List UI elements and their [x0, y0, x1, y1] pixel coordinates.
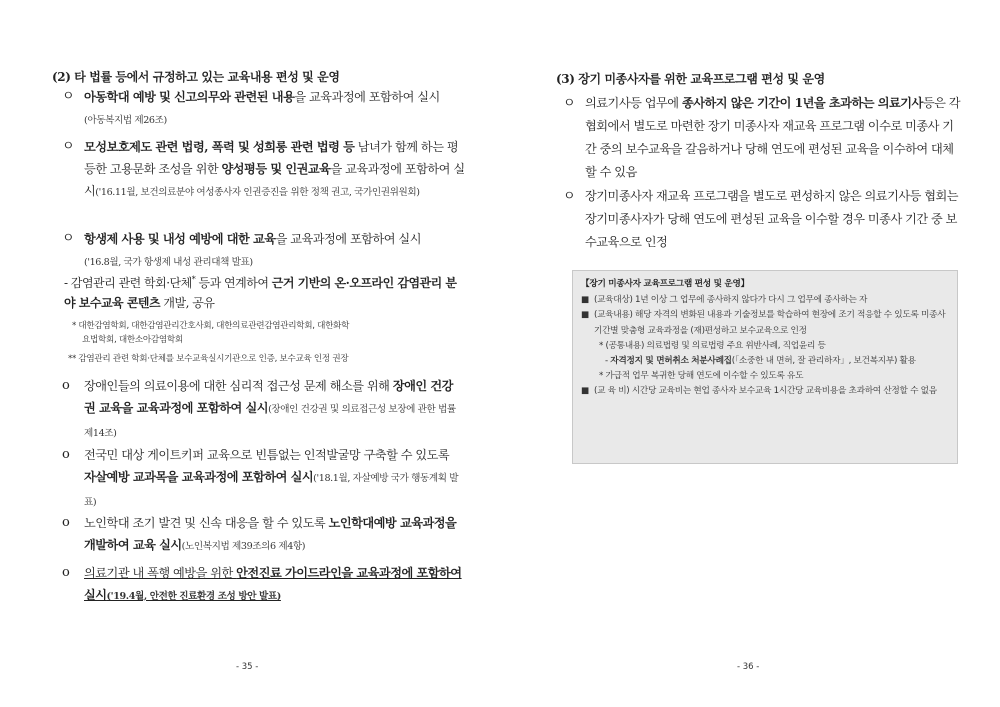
- footnote-1-cont: 요법학회, 대한소아감염학회: [82, 335, 183, 345]
- page-number: - 35 -: [236, 662, 259, 672]
- section-heading-3: (3) 장기 미종사자를 위한 교육프로그램 편성 및 운영: [556, 72, 825, 86]
- square-bullet-icon: ■: [581, 386, 589, 397]
- citation: ('16.11월, 보건의료분야 여성종사자 인권증진을 위한 정책 권고, 국가인권위원회): [95, 187, 420, 198]
- bullet: o: [62, 515, 70, 530]
- list-item-disabled-health: o 장애인들의 의료이용에 대한 심리적 접근성 문제 해소를 위해 장애인 건강권 교육을 교육과정에 포함하여 실시(장애인 건강권 및 의료접근성 보장에 관한 법률 제14조): [62, 375, 462, 445]
- bullet: ㅇ: [563, 189, 576, 204]
- footnote-1: * 대한감염학회, 대한감염관리간호사회, 대한의료관련감염관리학회, 대한화학: [72, 321, 350, 331]
- citation: ('18.1월, 자살예방 국가 행동계획 발표): [84, 473, 459, 508]
- list-item-child-abuse: ㅇ 아동학대 예방 및 신고의무와 관련된 내용을 교육과정에 포함하여 실시 (아동복지법 제26조): [62, 86, 462, 132]
- list-item-long-term-absence: ㅇ 의료기사등 업무에 종사하지 않은 기간이 1년을 초과하는 의료기사등은 각 협회에서 별도로 마련한 장기 미종사자 재교육 프로그램 이수로 미종사 기간 중의 보수교육을 갈음하거나 당해 연도에 편성된 교육을 이수하여 대체할 수 있음: [563, 92, 961, 184]
- section-heading-2: (2) 타 법률 등에서 규정하고 있는 교육내용 편성 및 운영: [52, 70, 340, 84]
- bullet: o: [62, 378, 70, 393]
- box-row-target: ■ (교육대상) 1년 이상 그 업무에 종사하지 않다가 다시 그 업무에 종사하는 자: [581, 293, 949, 308]
- box-title: 【장기 미종사자 교육프로그램 편성 및 운영】: [581, 279, 749, 289]
- list-item-antibiotics: ㅇ 항생제 사용 및 내성 예방에 대한 교육을 교육과정에 포함하여 실시 ('16.8월, 국가 항생제 내성 관리대책 발표): [62, 228, 462, 274]
- square-bullet-icon: ■: [581, 310, 589, 321]
- bullet: ㅇ: [563, 96, 576, 111]
- list-item-gender-equality: ㅇ 모성보호제도 관련 법령, 폭력 및 성희롱 관련 법령 등 남녀가 함께 하는 평등한 고용문화 조성을 위한 양성평등 및 인권교육을 교육과정에 포함하여 실시('16.11월, 보건의료분야 여성종사자 인권증진을 위한 정책 권고, 국가인권위원회): [62, 136, 467, 204]
- bullet: o: [62, 447, 70, 462]
- list-item-suicide-prevention: o 전국민 대상 게이트키퍼 교육으로 빈틈없는 인적발굴망 구축할 수 있도록 자살예방 교과목을 교육과정에 포함하여 실시('18.1월, 자살예방 국가 행동계획 발표): [62, 444, 462, 514]
- list-item-no-program: ㅇ 장기미종사자 재교육 프로그램을 별도로 편성하지 않은 의료기사등 협회는 장기미종사자가 당해 연도에 편성된 교육을 이수할 경우 미종사 기간 중 보수교육으로 인정: [563, 185, 961, 254]
- page-number: - 36 -: [737, 662, 760, 672]
- citation: ('16.8월, 국가 항생제 내성 관리대책 발표): [84, 257, 253, 268]
- box-row-content: ■ (교육내용) 해당 자격의 변화된 내용과 기술정보를 학습하여 현장에 조기 적응할 수 있도록 미종사 기간별 맞춤형 교육과정을 (재)편성하고 보수교육으로 인정: [581, 310, 946, 336]
- square-bullet-icon: ■: [581, 295, 589, 306]
- bullet: ㅇ: [62, 89, 75, 104]
- box-row-cost: ■ (교 육 비) 시간당 교육비는 현업 종사자 보수교육 1시간당 교육비용을 초과하여 산정할 수 없음: [581, 384, 949, 399]
- info-box: [572, 270, 958, 464]
- box-sub-common: * (공통내용) 의료법령 및 의료법령 주요 위반사례, 직업윤리 등: [599, 340, 826, 351]
- bullet: ㅇ: [62, 231, 75, 246]
- box-sub-encourage: * 가급적 업무 복귀한 당해 연도에 이수할 수 있도록 유도: [599, 371, 804, 382]
- citation: (노인복지법 제39조의6 제4항): [181, 541, 306, 552]
- list-item-safe-care: o 의료기관 내 폭행 예방을 위한 안전진료 가이드라인을 교육과정에 포함하여 실시('19.4월, 안전한 진료환경 조성 방안 발표): [62, 562, 462, 608]
- citation: (아동복지법 제26조): [84, 115, 167, 126]
- list-item-elder-abuse: o 노인학대 조기 발견 및 신속 대응을 할 수 있도록 노인학대예방 교육과정을 개발하여 교육 실시(노인복지법 제39조의6 제4항): [62, 512, 462, 558]
- citation: ('19.4월, 안전한 진료환경 조성 방안 발표): [106, 591, 281, 602]
- citation: (장애인 건강권 및 의료접근성 보장에 관한 법률 제14조): [84, 404, 456, 439]
- box-sub-casebook: - 자격정지 및 면허취소 처분사례집(「소중한 내 면허, 잘 관리하자」, 보건복지부) 활용: [605, 356, 916, 367]
- dash-item-infection-control: - 감염관리 관련 학회·단체* 등과 연계하여 근거 기반의 온·오프라인 감염관리 분야 보수교육 콘텐츠 개발, 공유: [64, 275, 457, 310]
- bullet: o: [62, 565, 70, 580]
- bullet: ㅇ: [62, 139, 75, 154]
- footnote-2: ** 감염관리 관련 학회·단체를 보수교육실시기관으로 인증, 보수교육 인정 권장: [68, 354, 349, 364]
